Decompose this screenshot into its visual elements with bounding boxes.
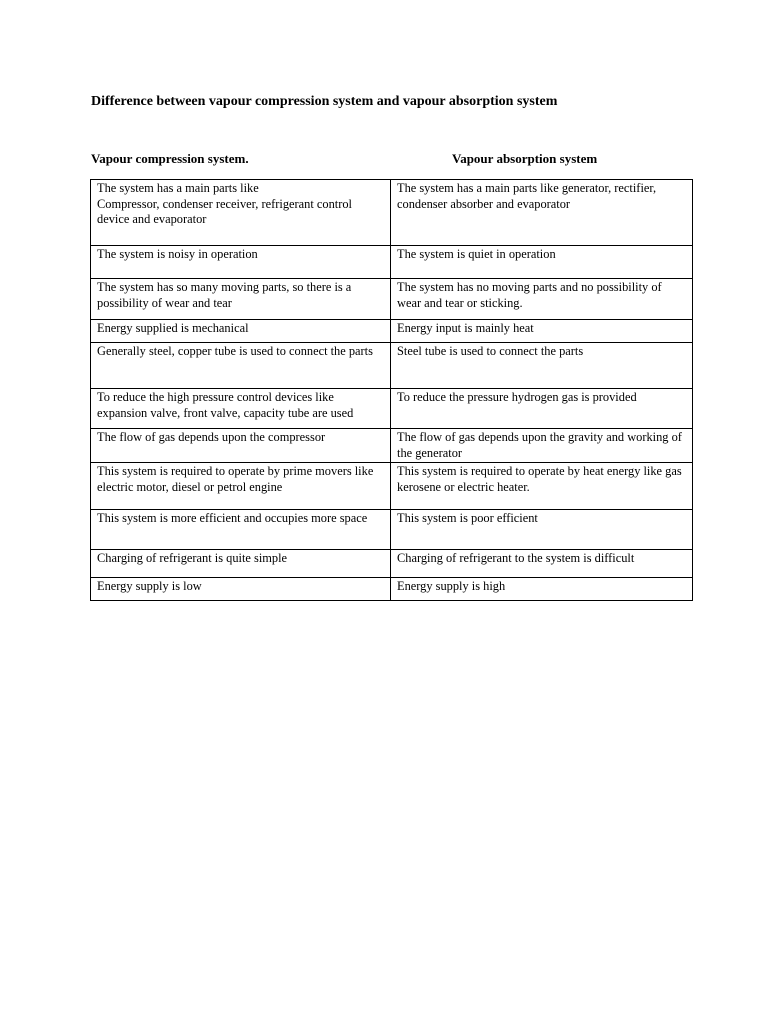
table-row	[91, 510, 693, 550]
comparison-table	[90, 179, 693, 601]
absorption-cell: The system is quiet in operation	[391, 246, 693, 279]
table-row	[91, 463, 693, 510]
table-row	[91, 550, 693, 578]
table-row	[91, 429, 693, 463]
compression-cell: Charging of refrigerant is quite simple	[91, 550, 391, 578]
compression-cell: The system is noisy in operation	[91, 246, 391, 279]
compression-cell: To reduce the high pressure control devices like expansion valve, front valve, capacity tube are used	[91, 389, 391, 429]
compression-cell: This system is required to operate by prime movers like electric motor, diesel or petrol engine	[91, 463, 391, 510]
table-row	[91, 279, 693, 320]
table-row	[91, 389, 693, 429]
absorption-cell: The system has no moving parts and no possibility of wear and tear or sticking.	[391, 279, 693, 320]
absorption-cell: This system is poor efficient	[391, 510, 693, 550]
absorption-cell: To reduce the pressure hydrogen gas is provided	[391, 389, 693, 429]
absorption-cell: Steel tube is used to connect the parts	[391, 343, 693, 389]
compression-cell: This system is more efficient and occupies more space	[91, 510, 391, 550]
absorption-cell: The flow of gas depends upon the gravity and working of the generator	[391, 429, 693, 463]
absorption-cell: Charging of refrigerant to the system is difficult	[391, 550, 693, 578]
compression-cell: Energy supplied is mechanical	[91, 320, 391, 343]
absorption-cell: Energy supply is high	[391, 578, 693, 601]
absorption-cell: This system is required to operate by heat energy like gas kerosene or electric heater.	[391, 463, 693, 510]
table-row	[91, 180, 693, 246]
compression-cell: The flow of gas depends upon the compressor	[91, 429, 391, 463]
absorption-cell: The system has a main parts like generator, rectifier, condenser absorber and evaporator	[391, 180, 693, 246]
column-header-compression: Vapour compression system.	[91, 151, 249, 166]
table-row	[91, 320, 693, 343]
compression-cell: Energy supply is low	[91, 578, 391, 601]
table-row	[91, 246, 693, 279]
column-header-absorption: Vapour absorption system	[452, 151, 598, 166]
table-row	[91, 343, 693, 389]
compression-cell: Generally steel, copper tube is used to connect the parts	[91, 343, 391, 389]
compression-cell: The system has so many moving parts, so there is a possibility of wear and tear	[91, 279, 391, 320]
absorption-cell: Energy input is mainly heat	[391, 320, 693, 343]
document-title: Difference between vapour compression system and vapour absorption system	[91, 94, 558, 109]
table-row	[91, 578, 693, 601]
compression-cell: The system has a main parts like Compressor, condenser receiver, refrigerant control device and evaporator	[91, 180, 391, 246]
